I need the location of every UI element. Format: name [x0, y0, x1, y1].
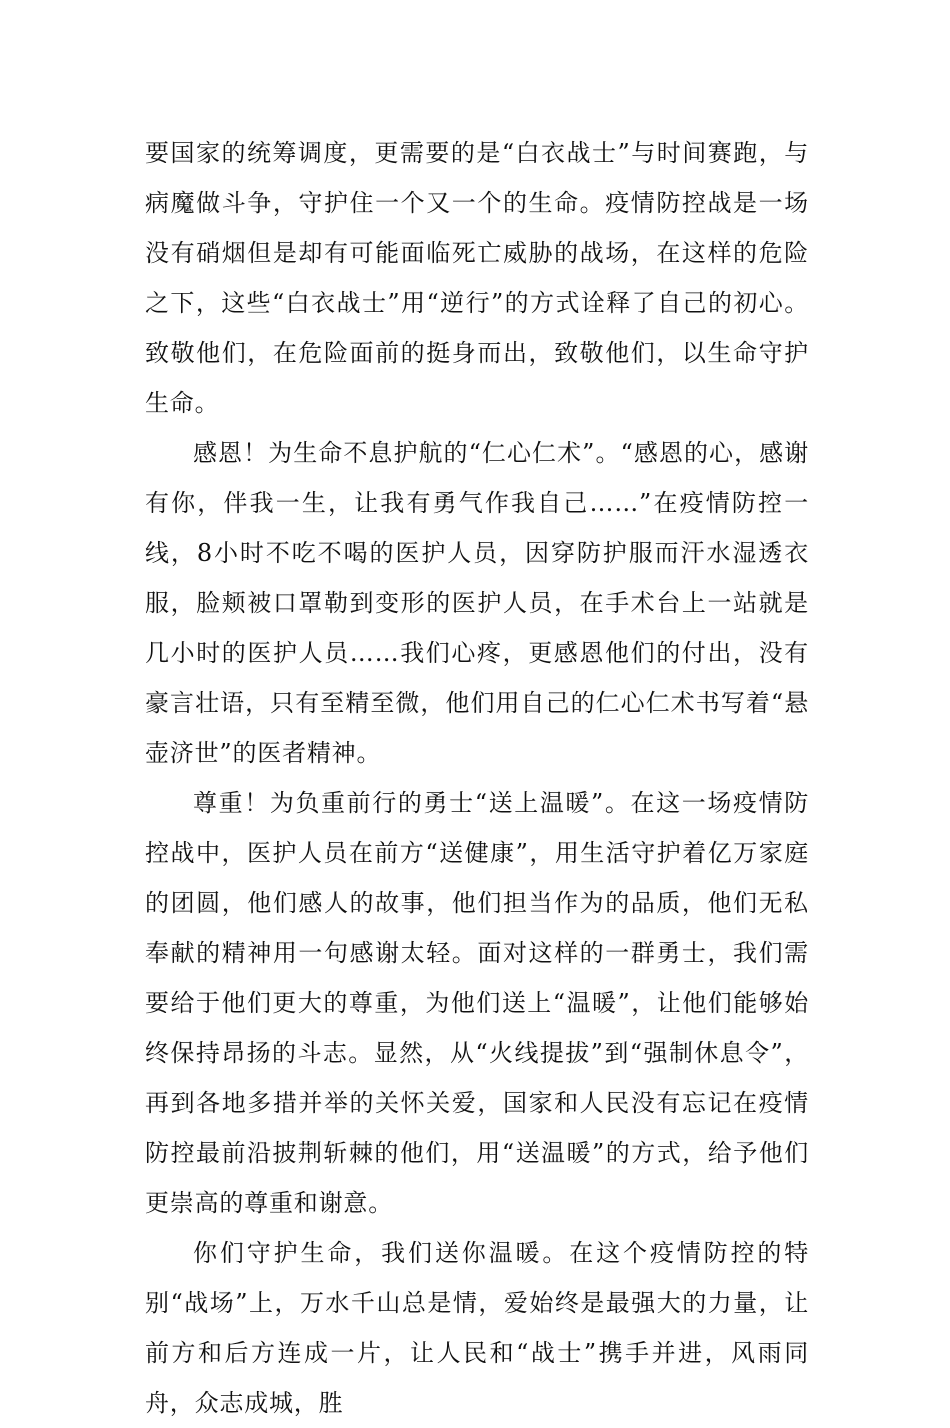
paragraph-4: 你们守护生命，我们送你温暖。在这个疫情防控的特别“战场”上，万水千山总是情，爱始终是最强大的力量，让前方和后方连成一片，让人民和“战士”携手并进，风雨同舟，众志成城，胜	[145, 1239, 809, 1417]
paragraph-3: 尊重！为负重前行的勇士“送上温暖”。在这一场疫情防控战中，医护人员在前方“送健康”，用生活守护着亿万家庭的团圆，他们感人的故事，他们担当作为的品质，他们无私奉献的精神用一句感谢太轻。面对这样的一群勇士，我们需要给于他们更大的尊重，为他们送上“温暖”，让他们能够始终保持昂扬的斗志。显然，从“火线提拔”到“强制休息令”，再到各地多措并举的关怀关爱，国家和人民没有忘记在疫情防控最前沿披荆斩棘的他们，用“送温暖”的方式，给予他们更崇高的尊重和谢意。	[145, 789, 809, 1217]
paragraph-1: 要国家的统筹调度，更需要的是“白衣战士”与时间赛跑，与病魔做斗争，守护住一个又一个的生命。疫情防控战是一场没有硝烟但是却有可能面临死亡威胁的战场，在这样的危险之下，这些“白衣战士”用“逆行”的方式诠释了自己的初心。致敬他们，在危险面前的挺身而出，致敬他们，以生命守护生命。	[145, 139, 809, 417]
document-body	[145, 128, 809, 1428]
paragraph-2: 感恩！为生命不息护航的“仁心仁术”。“感恩的心，感谢有你，伴我一生，让我有勇气作我自己……”在疫情防控一线，8小时不吃不喝的医护人员，因穿防护服而汗水湿透衣服，脸颊被口罩勒到变形的医护人员，在手术台上一站就是几小时的医护人员……我们心疼，更感恩他们的付出，没有豪言壮语，只有至精至微，他们用自己的仁心仁术书写着“悬壶济世”的医者精神。	[145, 439, 809, 767]
